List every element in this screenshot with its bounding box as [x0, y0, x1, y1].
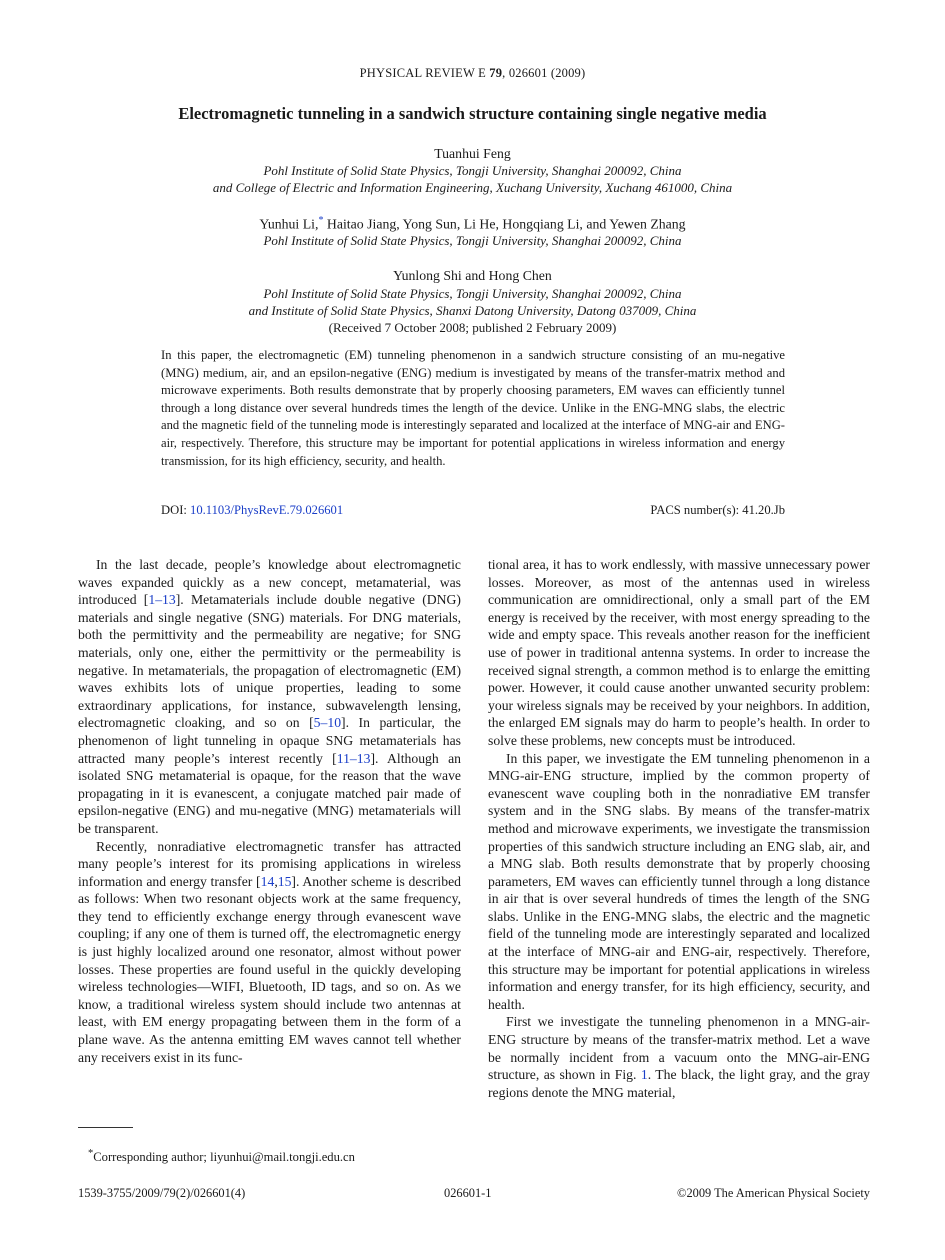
journal-article-info: , 026601 (2009)	[502, 66, 586, 80]
journal-name: PHYSICAL REVIEW E	[359, 66, 486, 80]
body-right-column	[488, 556, 870, 1101]
doi-row	[161, 503, 785, 518]
citation-link[interactable]: 14	[260, 873, 275, 889]
figure-link[interactable]: 1	[640, 1067, 648, 1083]
citation-link[interactable]: 5–10	[313, 715, 342, 731]
article-title: Electromagnetic tunneling in a sandwich structure containing single negative media	[178, 104, 767, 123]
abstract: In this paper, the electromagnetic (EM) tunneling phenomenon in a sandwich structure consisting of an mu-negative (MNG) medium, air, and an epsilon-negative (ENG) medium is investigated by means of the transfer-matrix method and microwave experiments. Both results demonstrate that by properly choosing parameters, EM waves can efficiently tunnel through a long distance over several hundreds times the length of the device. Unlike in the ENG-MNG slabs, the electric and the magnetic field of the tunneling mode is interestingly separated and localized at the interface of MNG-air and ENG-air, respectively. Therefore, this structure may be important for potential applications in wireless information and energy transmission, for its high efficiency, security, and health.	[161, 348, 785, 468]
citation-link[interactable]: 11–13	[336, 750, 371, 766]
text-run: In the last decade, people’s knowledge about electromagnetic waves expanded quickly as a new concept, metamaterial, was introduced [	[78, 557, 461, 608]
text-run: ]. Metamaterials include double negative (DNG) materials and single negative (SNG) materials. For DNG materials, both the permittivity and the permeability are negative; for SNG materials, only one, either the permittivity or the permeability is negative. In metamaterials, the propagation of electromagnetic (EM) waves exhibits lots of unique properties, leading to some extraordinary applications, for instance, subwavelength lensing, electromagnetic cloaking, and so on [	[78, 592, 461, 731]
footer-copyright: ©2009 The American Physical Society	[677, 1186, 870, 1200]
text-run: ]. Although an isolated SNG metamaterial is opaque, for the reason that the wave propagating in it is evanescent, a conjugate matched pair made of epsilon-negative (ENG) and mu-negative (MNG) metamaterials will be transparent.	[78, 750, 461, 836]
footnote-divider	[78, 1127, 133, 1128]
author-line-1: Tuanhui Feng	[434, 146, 511, 161]
page-footer	[78, 1186, 870, 1201]
affiliation-2: Pohl Institute of Solid State Physics, Tongji University, Shanghai 200092, China	[263, 233, 682, 248]
author-first: Yunhui Li,	[259, 216, 319, 232]
paragraph	[488, 1013, 870, 1101]
footnote	[88, 1148, 355, 1165]
footer-issn: 1539-3755/2009/79(2)/026601(4)	[78, 1186, 246, 1200]
body-left-column	[78, 556, 461, 1066]
citation-link[interactable]: 1–13	[148, 592, 176, 608]
paragraph	[78, 556, 461, 838]
paragraph: In this paper, we investigate the EM tunneling phenomenon in a MNG-air-ENG structure, implied by the common property of evanescent wave coupling both in the nonradiative EM transfer system and in the SNG slabs. By means of the transfer-matrix method and microwave experiments, we investigate the transmission properties of this sandwich structure including an ENG slab, air, and a MNG slab. Both results demonstrate that by properly choosing parameters, EM waves can efficiently tunnel through a long distance in air that is over several hundreds of times the length of the SNG slabs. Unlike in the ENG-MNG slabs, the electric and the magnetic field of the tunneling mode are interestingly separated and localized at the interface of MNG-air and ENG-air, respectively. Therefore, this structure may be important for potential applications in wireless information and energy transfer, for its high efficiency, security, and health.	[488, 750, 870, 1012]
affiliation-3b: and Institute of Solid State Physics, Shanxi Datong University, Datong 037009, China	[248, 303, 697, 318]
paragraph: tional area, it has to work endlessly, with massive unnecessary power losses. Moreover, as most of the antennas used in wireless communication are omnidirectional, only a small part of the EM energy is received by the receiver, with most energy spreading to the wide and empty space. This reveals another reason for the inefficient use of power in traditional antenna systems. In order to increase the received signal strength, a common method is to enlarge the emitting power. However, it could cause another unwanted security problem: your wireless signals may be received by your neighbors. In addition, the enlarged EM signals may do harm to people’s health. In order to solve these problems, new concepts must be introduced.	[488, 557, 870, 748]
citation-link[interactable]: 15	[277, 873, 292, 889]
corresponding-author-marker[interactable]: *	[318, 215, 324, 226]
affiliation-1a: Pohl Institute of Solid State Physics, Tongji University, Shanghai 200092, China	[263, 163, 682, 178]
doi-link[interactable]: 10.1103/PhysRevE.79.026601	[190, 503, 344, 517]
text-run: ,	[274, 873, 278, 889]
received-date: (Received 7 October 2008; published 2 February 2009)	[328, 320, 617, 335]
journal-volume: 79	[489, 66, 503, 80]
text-run: First we investigate the tunneling phenomenon in a MNG-air-ENG structure by means of the transfer-matrix method. Let a wave be normally incident from a vacuum onto the MNG-air-ENG structure, as shown in Fig.	[488, 1014, 870, 1083]
author-line-2	[60, 215, 885, 233]
text-run: . The black, the light gray, and the gray regions denote the MNG material,	[488, 1067, 871, 1100]
author-rest: Haitao Jiang, Yong Sun, Li He, Hongqiang Li, and Yewen Zhang	[323, 216, 686, 232]
text-run: Recently, nonradiative electromagnetic transfer has attracted many people’s interest for its promising applications in wireless information and energy transfer [	[78, 838, 461, 889]
footnote-text: Corresponding author; liyunhui@mail.tongji.edu.cn	[93, 1150, 355, 1165]
pacs-number: PACS number(s): 41.20.Jb	[650, 503, 785, 517]
doi-label: DOI:	[161, 503, 191, 517]
affiliation-1b: and College of Electric and Information Engineering, Xuchang University, Xuchang 461000, China	[212, 180, 733, 195]
text-run: ]. In particular, the phenomenon of light tunneling in opaque SNG metamaterials has attracted many people’s interest recently [	[78, 715, 461, 766]
paragraph	[78, 838, 461, 1067]
author-line-3: Yunlong Shi and Hong Chen	[393, 268, 552, 283]
footer-page-number: 026601-1	[444, 1186, 492, 1200]
affiliation-3a: Pohl Institute of Solid State Physics, Tongji University, Shanghai 200092, China	[263, 286, 682, 301]
text-run: ]. Another scheme is described as follows: When two resonant objects work at the same frequency, they tend to efficiently exchange energy through evanescent wave coupling; if any one of them is turned off, the electromagnetic energy is just highly localized around one resonator, almost without power losses. These properties are found useful in the quickly developing wireless technologies—WIFI, Bluetooth, ID tags, and so on. As we know, a traditional wireless system should include two antennas at least, with EM energy propagating between them in the form of a plane wave. As the antenna emitting EM waves cannot tell whether any receivers exist in its func-	[78, 873, 461, 1065]
footnote-marker: *	[88, 1148, 94, 1159]
journal-header	[0, 66, 945, 81]
